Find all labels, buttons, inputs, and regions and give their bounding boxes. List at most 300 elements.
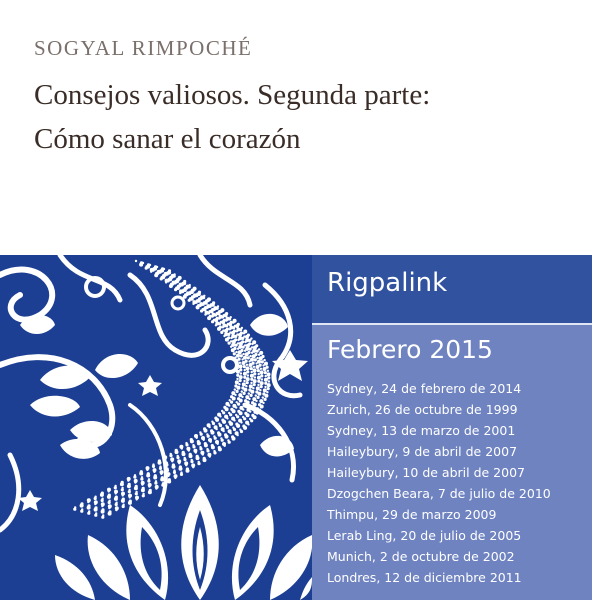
- ornament-dot: [174, 477, 176, 479]
- ornament-dot: [161, 484, 164, 487]
- ornament-dot: [264, 371, 267, 374]
- ornament-dot: [220, 331, 223, 334]
- ornament-dot: [211, 431, 215, 435]
- ornament-dot: [253, 368, 257, 372]
- ornament-dot: [134, 486, 138, 490]
- ornament-dot: [223, 335, 225, 337]
- ornament-dot: [251, 407, 254, 410]
- ornament-dot: [225, 407, 229, 411]
- ornament-dot: [257, 376, 261, 380]
- ornament-dot: [204, 443, 208, 447]
- ornament-dot: [108, 490, 110, 492]
- ornament-dot: [260, 370, 264, 374]
- ornament-dot: [158, 461, 162, 465]
- ornament-dot: [258, 409, 261, 412]
- ornament-dot: [256, 357, 258, 359]
- ornament-dot: [241, 390, 243, 392]
- ornament-dot: [221, 439, 224, 442]
- ornament-dot: [255, 362, 257, 364]
- ornament-dot: [207, 316, 211, 320]
- ornament-dot: [174, 288, 177, 291]
- ornament-dot: [150, 271, 152, 273]
- ornament-dot: [185, 464, 187, 466]
- ornament-dot: [264, 398, 267, 401]
- ornament-dot: [133, 476, 136, 479]
- ornament-dot: [120, 482, 124, 486]
- ornament-dot: [262, 396, 264, 398]
- ornament-dot: [243, 372, 247, 376]
- ornament-dot: [259, 389, 261, 391]
- ornament-dot: [262, 364, 264, 366]
- ornament-dot: [179, 292, 181, 294]
- ornament-dot: [246, 401, 250, 405]
- ornament-dot: [265, 375, 267, 377]
- ornament-dot: [236, 370, 240, 374]
- ornament-dot: [219, 424, 222, 427]
- ornament-dot: [244, 405, 247, 408]
- ornament-dot: [121, 499, 125, 503]
- ornament-dot: [232, 409, 236, 413]
- ornament-dot: [217, 443, 219, 445]
- ornament-dot: [268, 380, 270, 382]
- ornament-dot: [185, 443, 188, 446]
- ornament-dot: [147, 480, 150, 483]
- ornament-dot: [252, 387, 254, 389]
- ornament-dot: [199, 447, 202, 450]
- ornament-dot: [244, 369, 246, 371]
- ornament-dot: [235, 359, 239, 363]
- ornament-dot: [257, 384, 259, 386]
- ornament-dot: [141, 488, 145, 492]
- ornament-dot: [196, 437, 198, 439]
- ornament-dot: [222, 430, 224, 432]
- ornament-dot: [169, 454, 172, 457]
- ornament-dot: [94, 508, 98, 512]
- ornament-dot: [101, 516, 104, 519]
- ornament-dot: [159, 467, 162, 470]
- ornament-dot: [190, 460, 193, 463]
- ornament-dot: [244, 350, 246, 352]
- ornament-dot: [266, 391, 268, 393]
- ornament-dot: [173, 471, 176, 474]
- ornament-dot: [250, 367, 253, 370]
- ornament-dot: [235, 351, 237, 353]
- ornament-dot: [250, 390, 254, 394]
- ornament-dot: [139, 472, 143, 476]
- book-title-line-2: Cómo sanar el corazón: [34, 123, 301, 155]
- ornament-dot: [231, 348, 235, 352]
- ornament-dot: [248, 360, 250, 362]
- ornament-dot: [142, 494, 145, 497]
- ornament-dot: [127, 479, 129, 481]
- ornament-dot: [229, 413, 232, 416]
- ornament-dot: [232, 340, 236, 344]
- ornament-dot: [226, 426, 229, 429]
- ornament-dot: [121, 488, 124, 491]
- ornament-dot: [94, 503, 96, 505]
- ornament-dot: [249, 363, 253, 367]
- ornament-dot: [180, 473, 183, 476]
- ornament-dot: [242, 382, 246, 386]
- ornament-dot: [186, 469, 190, 473]
- ornament-dot: [208, 426, 210, 428]
- ornament-dot: [245, 385, 247, 387]
- ornament-dot: [167, 480, 171, 484]
- ornament-dot: [114, 497, 118, 501]
- ornament-dot: [200, 309, 203, 312]
- ornament-dot: [240, 421, 242, 423]
- ornament-dot: [240, 430, 243, 433]
- ornament-dot: [253, 366, 255, 368]
- ornament-dot: [175, 450, 179, 454]
- ornament-dot: [215, 418, 219, 422]
- ornament-dot: [160, 277, 163, 280]
- ornament-dot: [203, 458, 207, 462]
- ornament-dot: [178, 462, 180, 464]
- ornament-dot: [243, 380, 245, 382]
- ornament-dot: [172, 465, 176, 469]
- ornament-dot: [210, 441, 212, 443]
- ornament-dot: [244, 341, 246, 343]
- ornament-dot: [148, 490, 152, 494]
- ornament-dot: [225, 338, 229, 342]
- ornament-dot: [229, 422, 233, 426]
- ornament-dot: [233, 428, 236, 431]
- ornament-dot: [249, 355, 251, 357]
- ornament-dot: [267, 370, 269, 372]
- ornament-dot: [209, 455, 211, 457]
- ornament-dot: [243, 365, 246, 368]
- ornament-dot: [242, 353, 244, 355]
- ornament-dot: [242, 408, 244, 410]
- ornament-dot: [246, 377, 250, 381]
- ornament-dot: [249, 410, 251, 412]
- ornament-dot: [222, 420, 226, 424]
- ornament-dot: [236, 378, 238, 380]
- ornament-dot: [204, 313, 206, 315]
- ornament-dot: [107, 495, 111, 499]
- ornament-dot: [237, 348, 239, 350]
- ornament-dot: [94, 497, 97, 500]
- ornament-dot: [240, 354, 243, 357]
- ornament-dot: [207, 435, 210, 438]
- ornament-dot: [229, 432, 231, 434]
- ornament-dot: [146, 469, 148, 471]
- ornament-dot: [250, 382, 252, 384]
- ornament-dot: [240, 372, 242, 374]
- ornament-dot: [228, 404, 230, 406]
- ornament-dot: [108, 507, 110, 509]
- ornament-dot: [263, 367, 267, 371]
- ornament-dot: [181, 447, 183, 449]
- ornament-dot: [241, 358, 243, 360]
- ornament-dot: [219, 415, 221, 417]
- issue-date: Febrero 2015: [327, 335, 493, 364]
- ornament-dot: [225, 435, 229, 439]
- teaching-item: Sydney, 24 de febrero de 2014: [327, 381, 522, 396]
- ornament-dot: [153, 471, 155, 473]
- ornament-dot: [217, 327, 221, 331]
- ornament-dot: [246, 366, 250, 370]
- teaching-item: Zurich, 26 de octubre de 1999: [327, 402, 518, 417]
- ornament-dot: [160, 473, 162, 475]
- ornament-dot: [236, 415, 239, 418]
- ornament-dot: [264, 394, 268, 398]
- ornament-dot: [237, 339, 239, 341]
- ornament-dot: [204, 429, 208, 433]
- ornament-dot: [129, 496, 131, 498]
- ornament-dot: [262, 402, 264, 404]
- teaching-item: Londres, 12 de diciembre 2011: [327, 570, 522, 585]
- ornament-dot: [218, 447, 222, 451]
- ornament-dot: [182, 452, 186, 456]
- ornament-dot: [256, 365, 260, 369]
- ornament-dot: [247, 374, 249, 376]
- ornament-dot: [87, 506, 91, 510]
- ornament-dot: [236, 363, 239, 366]
- ornament-dot: [236, 330, 238, 332]
- ornament-dot: [196, 305, 200, 309]
- brand-name: Rigpalink: [327, 268, 448, 298]
- ornament-dot: [176, 456, 179, 459]
- ornament-dot: [229, 328, 231, 330]
- ornament-dot: [211, 445, 215, 449]
- ornament-dot: [257, 369, 260, 372]
- ornament-dot: [235, 406, 237, 408]
- ornament-dot: [115, 509, 117, 511]
- ornament-dot: [200, 433, 203, 436]
- ornament-dot: [87, 501, 89, 503]
- ornament-dot: [258, 354, 260, 356]
- ornament-dot: [243, 417, 246, 420]
- ornament-dot: [100, 493, 104, 497]
- ornament-dot: [115, 492, 117, 494]
- ornament-dot: [253, 383, 256, 386]
- ornament-dot: [136, 498, 138, 500]
- teaching-item: Munich, 2 de octubre de 2002: [327, 549, 515, 564]
- ornament-dot: [241, 396, 243, 398]
- ornament-dot: [215, 324, 217, 326]
- ornament-dot: [260, 405, 264, 409]
- ornament-dot: [258, 373, 260, 375]
- book-title: [34, 73, 574, 161]
- ornament-dot: [232, 397, 236, 401]
- decorative-floral-artwork: [0, 255, 312, 600]
- ornament-dot: [248, 398, 250, 400]
- ornament-dot: [230, 337, 232, 339]
- ornament-dot: [248, 392, 250, 394]
- ornament-dot: [251, 352, 253, 354]
- ornament-dot: [211, 320, 214, 323]
- ornament-dot: [80, 504, 84, 508]
- ornament-dot: [164, 458, 166, 460]
- ornament-dot: [263, 359, 265, 361]
- ornament-dot: [260, 368, 262, 370]
- ornament-dot: [140, 478, 143, 481]
- ornament-dot: [169, 284, 173, 288]
- ornament-dot: [206, 449, 209, 452]
- ornament-dot: [183, 295, 187, 299]
- ornament-dot: [145, 267, 148, 270]
- ornament-dot: [250, 394, 253, 397]
- ornament-dot: [239, 411, 243, 415]
- ornament-dot: [246, 381, 249, 384]
- ornament-dot: [197, 441, 201, 445]
- ornament-dot: [254, 358, 257, 361]
- ornament-dot: [251, 371, 253, 373]
- ornament-dot: [188, 299, 191, 302]
- ornament-dot: [239, 399, 243, 403]
- ornament-dot: [237, 367, 239, 369]
- ornament-dot: [233, 352, 236, 355]
- ornament-dot: [234, 356, 236, 358]
- ornament-dot: [153, 476, 157, 480]
- ornament-dot: [243, 392, 246, 395]
- ornament-dot: [249, 384, 253, 388]
- ornament-dot: [253, 403, 257, 407]
- ornament-dot: [101, 510, 105, 514]
- ornament-dot: [165, 463, 169, 467]
- ornament-dot: [264, 386, 266, 388]
- teaching-item: Haileybury, 10 de abril de 2007: [327, 465, 525, 480]
- ornament-dot: [242, 361, 246, 365]
- ornament-dot: [250, 419, 253, 422]
- ornament-dot: [243, 332, 245, 334]
- ornament-dot: [224, 445, 226, 447]
- ornament-dot: [179, 467, 183, 471]
- ornament-dot: [261, 360, 264, 363]
- ornament-dot: [233, 419, 235, 421]
- ornament-dot: [101, 499, 104, 502]
- ornament-dot: [188, 449, 190, 451]
- ornament-dot: [171, 460, 173, 462]
- ornament-dot: [192, 303, 194, 305]
- ornament-dot: [253, 346, 257, 350]
- ornament-dot: [238, 383, 240, 385]
- ornament-dot: [80, 510, 83, 513]
- ornament-dot: [263, 388, 267, 392]
- ornament-dot: [267, 372, 271, 376]
- floral-pattern-image: [0, 255, 312, 600]
- ornament-dot: [236, 386, 240, 390]
- ornament-dot: [247, 356, 250, 359]
- ornament-dot: [260, 385, 263, 388]
- ornament-dot: [232, 437, 236, 441]
- ornament-dot: [254, 376, 256, 378]
- ornament-dot: [236, 424, 240, 428]
- ornament-dot: [251, 343, 253, 345]
- ornament-dot: [246, 413, 250, 417]
- ornament-dot: [226, 417, 228, 419]
- ornament-dot: [122, 494, 124, 496]
- teaching-item: Lerab Ling, 20 de julio de 2005: [327, 528, 522, 543]
- ornament-dot: [243, 426, 247, 430]
- ornament-dot: [257, 392, 261, 396]
- ornament-dot: [152, 465, 155, 468]
- ornament-dot: [141, 483, 143, 485]
- book-title-line-1: Consejos valiosos. Segunda parte:: [34, 79, 431, 111]
- ornament-dot: [234, 394, 236, 396]
- ornament-dot: [228, 441, 231, 444]
- ornament-dot: [154, 482, 157, 485]
- teaching-item: Dzogchen Beara, 7 de julio de 2010: [327, 486, 551, 501]
- ornament-dot: [222, 411, 225, 414]
- teaching-item: Haileybury, 9 de abril de 2007: [327, 444, 518, 459]
- ornament-dot: [114, 486, 117, 489]
- ornament-dot: [128, 501, 132, 505]
- ornament-dot: [108, 512, 112, 516]
- ornament-dot: [239, 375, 243, 379]
- ornament-dot: [94, 514, 97, 517]
- ornament-dot: [230, 346, 232, 348]
- ornament-dot: [166, 469, 169, 472]
- ornament-dot: [260, 381, 264, 385]
- ornament-dot: [255, 400, 257, 402]
- ornament-dot: [73, 508, 76, 511]
- ornament-dot: [197, 462, 200, 465]
- ornament-dot: [234, 388, 236, 390]
- teachings-list: [327, 378, 551, 588]
- ornament-dot: [213, 451, 216, 454]
- ornament-dot: [160, 478, 164, 482]
- ornament-dot: [189, 454, 193, 458]
- ornament-dot: [167, 475, 169, 477]
- ornament-dot: [122, 505, 125, 508]
- ornament-dot: [134, 481, 136, 483]
- ornament-dot: [222, 326, 224, 328]
- ornament-dot: [247, 423, 249, 425]
- ornament-dot: [135, 260, 137, 262]
- ornament-dot: [239, 342, 243, 346]
- ornament-dot: [192, 445, 195, 448]
- ornament-dot: [256, 386, 260, 390]
- ornament-dot: [267, 383, 271, 387]
- ornament-dot: [196, 456, 200, 460]
- ornament-dot: [239, 379, 242, 382]
- ornament-dot: [257, 396, 260, 399]
- ornament-dot: [236, 434, 238, 436]
- teaching-item: Thimpu, 29 de marzo 2009: [327, 507, 497, 522]
- ornament-dot: [246, 344, 250, 348]
- ornament-dot: [261, 378, 263, 380]
- ornament-dot: [203, 439, 205, 441]
- ornament-dot: [155, 487, 157, 489]
- ornament-dot: [135, 492, 138, 495]
- ornament-dot: [115, 503, 118, 506]
- ornament-dot: [87, 512, 90, 515]
- ornament-dot: [146, 474, 150, 478]
- ornament-dot: [195, 451, 197, 453]
- ornament-dot: [235, 380, 239, 384]
- ornament-dot: [202, 453, 204, 455]
- ornament-dot: [154, 273, 158, 277]
- ornament-dot: [253, 415, 257, 419]
- ornament-dot: [267, 387, 270, 390]
- ornament-dot: [128, 490, 131, 493]
- ornament-dot: [230, 401, 233, 404]
- ornament-dot: [228, 342, 231, 345]
- ornament-dot: [108, 501, 111, 504]
- ornament-dot: [246, 364, 248, 366]
- ornament-dot: [264, 378, 268, 382]
- ornament-dot: [139, 263, 143, 267]
- ornament-dot: [127, 484, 131, 488]
- ornament-dot: [214, 437, 217, 440]
- teaching-item: Sydney, 13 de marzo de 2001: [327, 423, 516, 438]
- ornament-dot: [239, 362, 241, 364]
- ornament-dot: [215, 428, 217, 430]
- ornament-dot: [101, 505, 103, 507]
